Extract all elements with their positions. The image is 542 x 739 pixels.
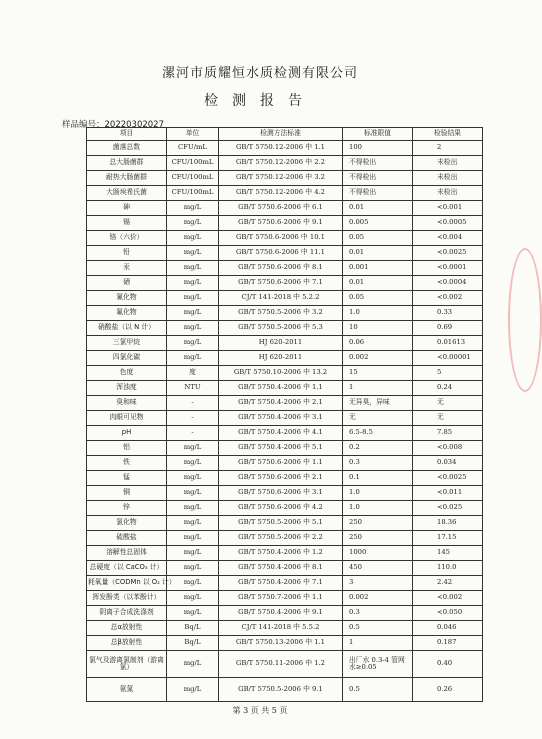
cell-item: 臭和味 <box>87 396 167 411</box>
company-name: 漯河市质耀恒水质检测有限公司 <box>161 66 358 81</box>
cell-unit: CFU/100mL <box>167 171 219 186</box>
cell-limit: 1 <box>343 636 413 651</box>
cell-method: GB/T 5750.4-2006 中 2.1 <box>219 396 343 411</box>
table-row <box>87 381 483 396</box>
table-row <box>87 201 483 216</box>
cell-result: 未检出 <box>413 186 483 201</box>
cell-limit: 1.0 <box>343 486 413 501</box>
table-row <box>87 321 483 336</box>
cell-limit: 0.05 <box>343 291 413 306</box>
cell-limit: 250 <box>343 531 413 546</box>
cell-method: GB/T 5750.4-2006 中 7.1 <box>219 576 343 591</box>
cell-unit: - <box>167 426 219 441</box>
cell-unit: 度 <box>167 366 219 381</box>
cell-unit: mg/L <box>167 246 219 261</box>
column-header: 单位 <box>167 128 219 141</box>
cell-method: GB/T 5750.12-2006 中 4.2 <box>219 186 343 201</box>
cell-item: 铅 <box>87 246 167 261</box>
cell-item: 菌落总数 <box>87 141 167 156</box>
cell-limit: 0.01 <box>343 276 413 291</box>
cell-method: GB/T 5750.4-2006 中 1.2 <box>219 546 343 561</box>
cell-method: GB/T 5750.5-2006 中 9.1 <box>219 678 343 702</box>
table-row <box>87 186 483 201</box>
cell-item: 砷 <box>87 201 167 216</box>
cell-limit: 1.0 <box>343 306 413 321</box>
cell-method: GB/T 5750.4-2006 中 4.1 <box>219 426 343 441</box>
cell-unit: NTU <box>167 381 219 396</box>
table-row <box>87 591 483 606</box>
cell-result: <0.0004 <box>413 276 483 291</box>
table-row <box>87 141 483 156</box>
cell-unit: mg/L <box>167 606 219 621</box>
cell-result: 未检出 <box>413 171 483 186</box>
cell-item: 四氯化碳 <box>87 351 167 366</box>
cell-method: GB/T 5750.6-2006 中 11.1 <box>219 246 343 261</box>
cell-unit: mg/L <box>167 486 219 501</box>
cell-item: 总硬度（以 CaCO₃ 计） <box>87 561 167 576</box>
cell-limit: 0.06 <box>343 336 413 351</box>
cell-item: 铬（六价） <box>87 231 167 246</box>
cell-method: GB/T 5750.5-2006 中 3.2 <box>219 306 343 321</box>
cell-result: <0.001 <box>413 201 483 216</box>
cell-result: 145 <box>413 546 483 561</box>
table-row <box>87 411 483 426</box>
cell-item: 挥发酚类（以苯酚计） <box>87 591 167 606</box>
cell-limit: 0.1 <box>343 471 413 486</box>
cell-limit: 0.01 <box>343 246 413 261</box>
cell-item: 锰 <box>87 471 167 486</box>
cell-limit: 出厂水 0.3-4 管网水≥0.05 <box>343 651 413 678</box>
cell-limit: 不得检出 <box>343 186 413 201</box>
cell-method: GB/T 5750.6-2006 中 7.1 <box>219 276 343 291</box>
cell-item: 汞 <box>87 261 167 276</box>
cell-method: GB/T 5750.6-2006 中 4.2 <box>219 501 343 516</box>
cell-limit: 无 <box>343 411 413 426</box>
cell-unit: mg/L <box>167 501 219 516</box>
cell-limit: 0.5 <box>343 678 413 702</box>
table-header-row <box>87 128 483 141</box>
cell-unit: mg/L <box>167 456 219 471</box>
cell-method: GB/T 5750.4-2006 中 3.1 <box>219 411 343 426</box>
table-row <box>87 456 483 471</box>
cell-unit: mg/L <box>167 591 219 606</box>
cell-limit: 不得检出 <box>343 171 413 186</box>
cell-method: GB/T 5750.6-2006 中 2.1 <box>219 471 343 486</box>
cell-limit: 0.3 <box>343 606 413 621</box>
cell-method: GB/T 5750.13-2006 中 1.1 <box>219 636 343 651</box>
cell-result: 0.69 <box>413 321 483 336</box>
cell-result: <0.0025 <box>413 246 483 261</box>
table-row <box>87 366 483 381</box>
cell-unit: mg/L <box>167 546 219 561</box>
cell-method: GB/T 5750.12-2006 中 3.2 <box>219 171 343 186</box>
cell-result: <0.004 <box>413 231 483 246</box>
cell-unit: mg/L <box>167 678 219 702</box>
table-row <box>87 516 483 531</box>
table-row <box>87 546 483 561</box>
cell-result: 7.85 <box>413 426 483 441</box>
cell-limit: 3 <box>343 576 413 591</box>
cell-result: 0.01613 <box>413 336 483 351</box>
cell-limit: 10 <box>343 321 413 336</box>
cell-result: 0.24 <box>413 381 483 396</box>
cell-item: 耐热大肠菌群 <box>87 171 167 186</box>
cell-result: <0.025 <box>413 501 483 516</box>
table-row <box>87 621 483 636</box>
sample-number-label: 样品编号： <box>62 120 105 130</box>
cell-limit: 1 <box>343 381 413 396</box>
cell-result: <0.002 <box>413 591 483 606</box>
table-body <box>87 141 483 702</box>
cell-result: <0.0001 <box>413 261 483 276</box>
cell-item: 大肠埃希氏菌 <box>87 186 167 201</box>
cell-limit: 不得检出 <box>343 156 413 171</box>
cell-unit: - <box>167 396 219 411</box>
cell-item: 阴离子合成洗涤剂 <box>87 606 167 621</box>
table-row <box>87 531 483 546</box>
cell-method: HJ 620-2011 <box>219 351 343 366</box>
cell-result: <0.0025 <box>413 471 483 486</box>
cell-result: 无 <box>413 411 483 426</box>
table-row <box>87 576 483 591</box>
cell-method: GB/T 5750.4-2006 中 9.1 <box>219 606 343 621</box>
cell-unit: Bq/L <box>167 621 219 636</box>
cell-item: 氰化物 <box>87 291 167 306</box>
cell-result: 0.034 <box>413 456 483 471</box>
cell-item: 硒 <box>87 276 167 291</box>
cell-item: 锌 <box>87 501 167 516</box>
cell-method: GB/T 5750.5-2006 中 5.1 <box>219 516 343 531</box>
cell-method: CJ/T 141-2018 中 5.5.2 <box>219 621 343 636</box>
cell-item: 氯化物 <box>87 516 167 531</box>
cell-result: 110.0 <box>413 561 483 576</box>
cell-limit: 无异臭，异味 <box>343 396 413 411</box>
cell-limit: 250 <box>343 516 413 531</box>
cell-method: GB/T 5750.12-2006 中 2.2 <box>219 156 343 171</box>
cell-limit: 0.5 <box>343 621 413 636</box>
table-row <box>87 561 483 576</box>
column-header: 检测方法标准 <box>219 128 343 141</box>
cell-method: GB/T 5750.6-2006 中 10.1 <box>219 231 343 246</box>
cell-item: 总大肠菌群 <box>87 156 167 171</box>
cell-result: <0.011 <box>413 486 483 501</box>
cell-item: pH <box>87 426 167 441</box>
cell-unit: CFU/mL <box>167 141 219 156</box>
cell-result: 17.15 <box>413 531 483 546</box>
table-row <box>87 336 483 351</box>
cell-method: GB/T 5750.12-2006 中 1.1 <box>219 141 343 156</box>
cell-item: 硫酸盐 <box>87 531 167 546</box>
cell-limit: 6.5-8.5 <box>343 426 413 441</box>
results-table <box>86 127 483 702</box>
cell-limit: 450 <box>343 561 413 576</box>
cell-unit: mg/L <box>167 336 219 351</box>
cell-result: 5 <box>413 366 483 381</box>
cell-limit: 0.05 <box>343 231 413 246</box>
stamp-seal-fragment <box>508 248 542 392</box>
cell-method: HJ 620-2011 <box>219 336 343 351</box>
cell-unit: mg/L <box>167 516 219 531</box>
table-row <box>87 306 483 321</box>
table-row <box>87 231 483 246</box>
table-row <box>87 246 483 261</box>
cell-item: 氨氮 <box>87 678 167 702</box>
cell-item: 肉眼可见物 <box>87 411 167 426</box>
cell-result: <0.00001 <box>413 351 483 366</box>
cell-method: CJ/T 141-2018 中 5.2.2 <box>219 291 343 306</box>
table-row <box>87 156 483 171</box>
cell-method: GB/T 5750.6-2006 中 8.1 <box>219 261 343 276</box>
cell-method: GB/T 5750.6-2006 中 6.1 <box>219 201 343 216</box>
table-row <box>87 606 483 621</box>
cell-result: <0.0005 <box>413 216 483 231</box>
cell-limit: 0.01 <box>343 201 413 216</box>
table-row <box>87 486 483 501</box>
report-title: 检测报告 <box>204 93 316 109</box>
cell-result: 0.187 <box>413 636 483 651</box>
cell-result: 2 <box>413 141 483 156</box>
cell-limit: 0.005 <box>343 216 413 231</box>
cell-limit: 0.002 <box>343 591 413 606</box>
table-row <box>87 636 483 651</box>
cell-unit: mg/L <box>167 231 219 246</box>
cell-result: 0.046 <box>413 621 483 636</box>
cell-result: 0.33 <box>413 306 483 321</box>
cell-unit: mg/L <box>167 276 219 291</box>
table-row <box>87 426 483 441</box>
cell-method: GB/T 5750.5-2006 中 2.2 <box>219 531 343 546</box>
sample-number-value: 20220302027 <box>104 120 165 130</box>
cell-method: GB/T 5750.4-2006 中 1.1 <box>219 381 343 396</box>
cell-unit: CFU/100mL <box>167 156 219 171</box>
cell-method: GB/T 5750.4-2006 中 8.1 <box>219 561 343 576</box>
cell-item: 三氯甲烷 <box>87 336 167 351</box>
cell-unit: Bq/L <box>167 636 219 651</box>
table-row <box>87 396 483 411</box>
table-row <box>87 678 483 702</box>
cell-unit: mg/L <box>167 216 219 231</box>
cell-method: GB/T 5750.4-2006 中 5.1 <box>219 441 343 456</box>
cell-limit: 1.0 <box>343 501 413 516</box>
column-header: 检验结果 <box>413 128 483 141</box>
cell-unit: mg/L <box>167 201 219 216</box>
cell-limit: 0.2 <box>343 441 413 456</box>
cell-limit: 0.001 <box>343 261 413 276</box>
cell-unit: mg/L <box>167 561 219 576</box>
cell-item: 色度 <box>87 366 167 381</box>
cell-unit: mg/L <box>167 351 219 366</box>
cell-unit: mg/L <box>167 291 219 306</box>
cell-limit: 15 <box>343 366 413 381</box>
table-row <box>87 441 483 456</box>
cell-item: 耗氧量（CODMn 以 O₂ 计） <box>87 576 167 591</box>
cell-result: <0.050 <box>413 606 483 621</box>
cell-method: GB/T 5750.10-2006 中 13.2 <box>219 366 343 381</box>
cell-item: 总β放射性 <box>87 636 167 651</box>
cell-item: 铁 <box>87 456 167 471</box>
column-header: 标准限值 <box>343 128 413 141</box>
cell-result: 无 <box>413 396 483 411</box>
cell-method: GB/T 5750.6-2006 中 9.1 <box>219 216 343 231</box>
cell-item: 硝酸盐（以 N 计） <box>87 321 167 336</box>
cell-unit: mg/L <box>167 471 219 486</box>
cell-item: 总α放射性 <box>87 621 167 636</box>
cell-unit: mg/L <box>167 441 219 456</box>
cell-method: GB/T 5750.6-2006 中 1.1 <box>219 456 343 471</box>
column-header: 项目 <box>87 128 167 141</box>
cell-unit: mg/L <box>167 651 219 678</box>
cell-result: 2.42 <box>413 576 483 591</box>
cell-method: GB/T 5750.6-2006 中 3.1 <box>219 486 343 501</box>
cell-unit: mg/L <box>167 306 219 321</box>
cell-limit: 0.002 <box>343 351 413 366</box>
table-row <box>87 171 483 186</box>
cell-result: <0.008 <box>413 441 483 456</box>
table-row <box>87 261 483 276</box>
cell-method: GB/T 5750.11-2006 中 1.2 <box>219 651 343 678</box>
cell-result: 0.26 <box>413 678 483 702</box>
cell-item: 氟化物 <box>87 306 167 321</box>
cell-item: 溶解性总固体 <box>87 546 167 561</box>
cell-result: 未检出 <box>413 156 483 171</box>
cell-unit: mg/L <box>167 261 219 276</box>
cell-limit: 0.3 <box>343 456 413 471</box>
table-row <box>87 291 483 306</box>
cell-item: 镉 <box>87 216 167 231</box>
cell-result: 18.36 <box>413 516 483 531</box>
cell-limit: 1000 <box>343 546 413 561</box>
cell-unit: CFU/100mL <box>167 186 219 201</box>
cell-unit: - <box>167 411 219 426</box>
cell-item: 铜 <box>87 486 167 501</box>
table-row <box>87 216 483 231</box>
table-row <box>87 351 483 366</box>
cell-unit: mg/L <box>167 576 219 591</box>
cell-item: 铝 <box>87 441 167 456</box>
cell-method: GB/T 5750.5-2006 中 5.3 <box>219 321 343 336</box>
cell-limit: 100 <box>343 141 413 156</box>
cell-method: GB/T 5750.7-2006 中 1.1 <box>219 591 343 606</box>
table-row <box>87 501 483 516</box>
cell-result: 0.40 <box>413 651 483 678</box>
cell-unit: mg/L <box>167 531 219 546</box>
table-row <box>87 276 483 291</box>
table-row <box>87 651 483 678</box>
table-row <box>87 471 483 486</box>
page-footer: 第 3 页 共 5 页 <box>232 706 288 715</box>
cell-item: 浑浊度 <box>87 381 167 396</box>
cell-unit: mg/L <box>167 321 219 336</box>
cell-result: <0.002 <box>413 291 483 306</box>
cell-item: 氯气及游离氯制剂（游离氯） <box>87 651 167 678</box>
